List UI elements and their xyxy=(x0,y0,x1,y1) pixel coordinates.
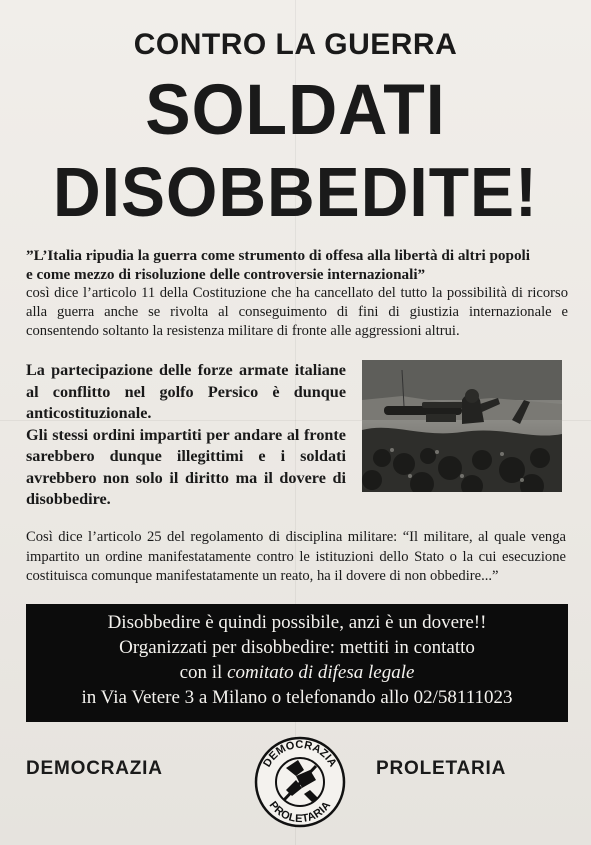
headline-soldati: SOLDATI xyxy=(145,70,446,150)
article-11-paragraph: così dice l’articolo 11 della Costituzione che ha cancellato del tutto la possibilità di ricorso alla guerra anche se rivolta al conseguimento di fini di giustizia internazionale e consentendo soltanto la resistenza militare di fronte alle aggressioni altrui. xyxy=(26,285,568,339)
cta-line-1: Disobbedire è quindi possibile, anzi è un dovere!! xyxy=(107,612,487,633)
headline-disobbedite: DISOBBEDITE! xyxy=(52,153,539,231)
soldier-photo-image xyxy=(362,360,562,492)
call-to-action-box xyxy=(26,604,568,722)
quote-line-2: e come mezzo di risoluzione delle controversie internazionali” xyxy=(26,266,426,283)
logo-top-text: DEMOCRAZIA xyxy=(261,738,339,770)
cta-line-4: in Via Vetere 3 a Milano o telefonando allo 02/58111023 xyxy=(81,687,513,708)
article-25-paragraph: Così dice l’articolo 25 del regolamento di disciplina militare: “Il militare, al quale venga impartito un ordine manifestatamente contro le istituzioni dello Stato o la cui esecuzione costituisca comunque manifestatamente un reato, ha il dovere di non obbedire...” xyxy=(26,529,566,584)
cta-line-3-prefix: con il xyxy=(179,662,228,683)
argument-paragraph-2: Gli stessi ordini impartiti per andare al fronte sarebbero dunque illegittimi e i soldati avrebbero non solo il diritto ma il dovere di disobbedire. xyxy=(26,425,346,508)
cta-committee-name: comitato di difesa legale xyxy=(227,662,415,683)
constitution-quote xyxy=(26,246,568,284)
bold-argument-block xyxy=(26,360,346,511)
cta-line-2: Organizzati per disobbedire: mettiti in contatto xyxy=(119,637,475,658)
cta-line-3 xyxy=(26,660,568,685)
argument-paragraph-1: La partecipazione delle forze armate italiane al conflitto nel golfo Persico è dunque anticostituzionale. xyxy=(26,361,346,422)
democrazia-proletaria-logo xyxy=(252,730,348,830)
footer-proletaria: PROLETARIA xyxy=(376,758,507,779)
footer-democrazia: DEMOCRAZIA xyxy=(26,758,163,779)
quote-line-1: ”L’Italia ripudia la guerra come strumento di offesa alla libertà di altri popoli xyxy=(26,247,530,264)
soldier-photo xyxy=(362,360,562,492)
logo-bottom-text: PROLETARIA xyxy=(266,799,334,826)
headline-contro-la-guerra: CONTRO LA GUERRA xyxy=(133,28,458,61)
